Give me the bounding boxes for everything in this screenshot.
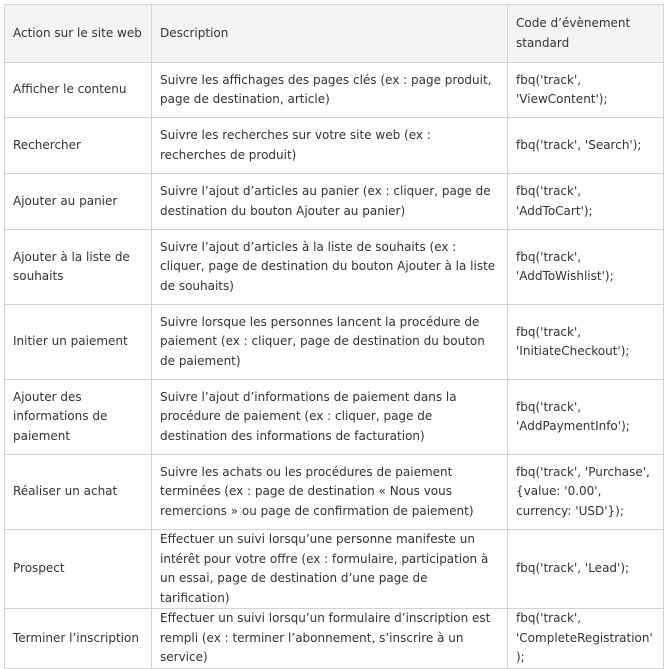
action-cell: Prospect [5, 530, 152, 609]
table-row [5, 174, 664, 230]
description-cell: Suivre l’ajout d’articles à la liste de souhaits (ex : cliquer, page de destination du bouton Ajouter à la liste de souhaits) [152, 230, 508, 305]
table-row [5, 118, 664, 174]
action-cell: Réaliser un achat [5, 455, 152, 530]
description-cell: Suivre les achats ou les procédures de paiement terminées (ex : page de destination « Nous vous remercions » ou page de confirmation de paiement) [152, 455, 508, 530]
table-container [4, 4, 664, 669]
description-cell: Suivre lorsque les personnes lancent la procédure de paiement (ex : cliquer, page de destination du bouton de paiement) [152, 305, 508, 380]
table-row [5, 305, 664, 380]
action-cell: Ajouter à la liste de souhaits [5, 230, 152, 305]
code-cell: fbq('track', 'Search'); [508, 118, 664, 174]
code-cell: fbq('track', 'AddPaymentInfo'); [508, 380, 664, 455]
action-cell: Ajouter des informations de paiement [5, 380, 152, 455]
description-cell: Suivre l’ajout d’articles au panier (ex : cliquer, page de destination du bouton Ajouter au panier) [152, 174, 508, 230]
action-cell: Ajouter au panier [5, 174, 152, 230]
description-cell: Suivre les recherches sur votre site web (ex : recherches de produit) [152, 118, 508, 174]
action-cell: Afficher le contenu [5, 63, 152, 118]
table-header-row [5, 5, 664, 63]
header-code: Code d’évènement standard [508, 5, 664, 63]
description-cell: Effectuer un suivi lorsqu’un formulaire d’inscription est rempli (ex : terminer l’abonnement, s’inscrire à un service) [152, 609, 508, 669]
code-cell: fbq('track', 'Purchase', {value: '0.00', currency: 'USD'}); [508, 455, 664, 530]
standard-events-table [4, 4, 664, 669]
code-cell: fbq('track', 'Lead'); [508, 530, 664, 609]
table-row [5, 380, 664, 455]
header-action: Action sur le site web [5, 5, 152, 63]
code-cell: fbq('track', 'AddToCart'); [508, 174, 664, 230]
description-cell: Suivre les affichages des pages clés (ex : page produit, page de destination, article) [152, 63, 508, 118]
table-row [5, 63, 664, 118]
action-cell: Rechercher [5, 118, 152, 174]
description-cell: Suivre l’ajout d’informations de paiement dans la procédure de paiement (ex : cliquer, page de destination des informations de facturation) [152, 380, 508, 455]
code-cell: fbq('track', 'CompleteRegistration'); [508, 609, 664, 669]
table-row [5, 609, 664, 669]
description-cell: Effectuer un suivi lorsqu’une personne manifeste un intérêt pour votre offre (ex : formulaire, participation à un essai, page de destination d’une page de tarification) [152, 530, 508, 609]
header-description: Description [152, 5, 508, 63]
action-cell: Initier un paiement [5, 305, 152, 380]
code-cell: fbq('track', 'ViewContent'); [508, 63, 664, 118]
table-row [5, 230, 664, 305]
code-cell: fbq('track', 'AddToWishlist'); [508, 230, 664, 305]
table-row [5, 530, 664, 609]
action-cell: Terminer l’inscription [5, 609, 152, 669]
table-row [5, 455, 664, 530]
code-cell: fbq('track', 'InitiateCheckout'); [508, 305, 664, 380]
